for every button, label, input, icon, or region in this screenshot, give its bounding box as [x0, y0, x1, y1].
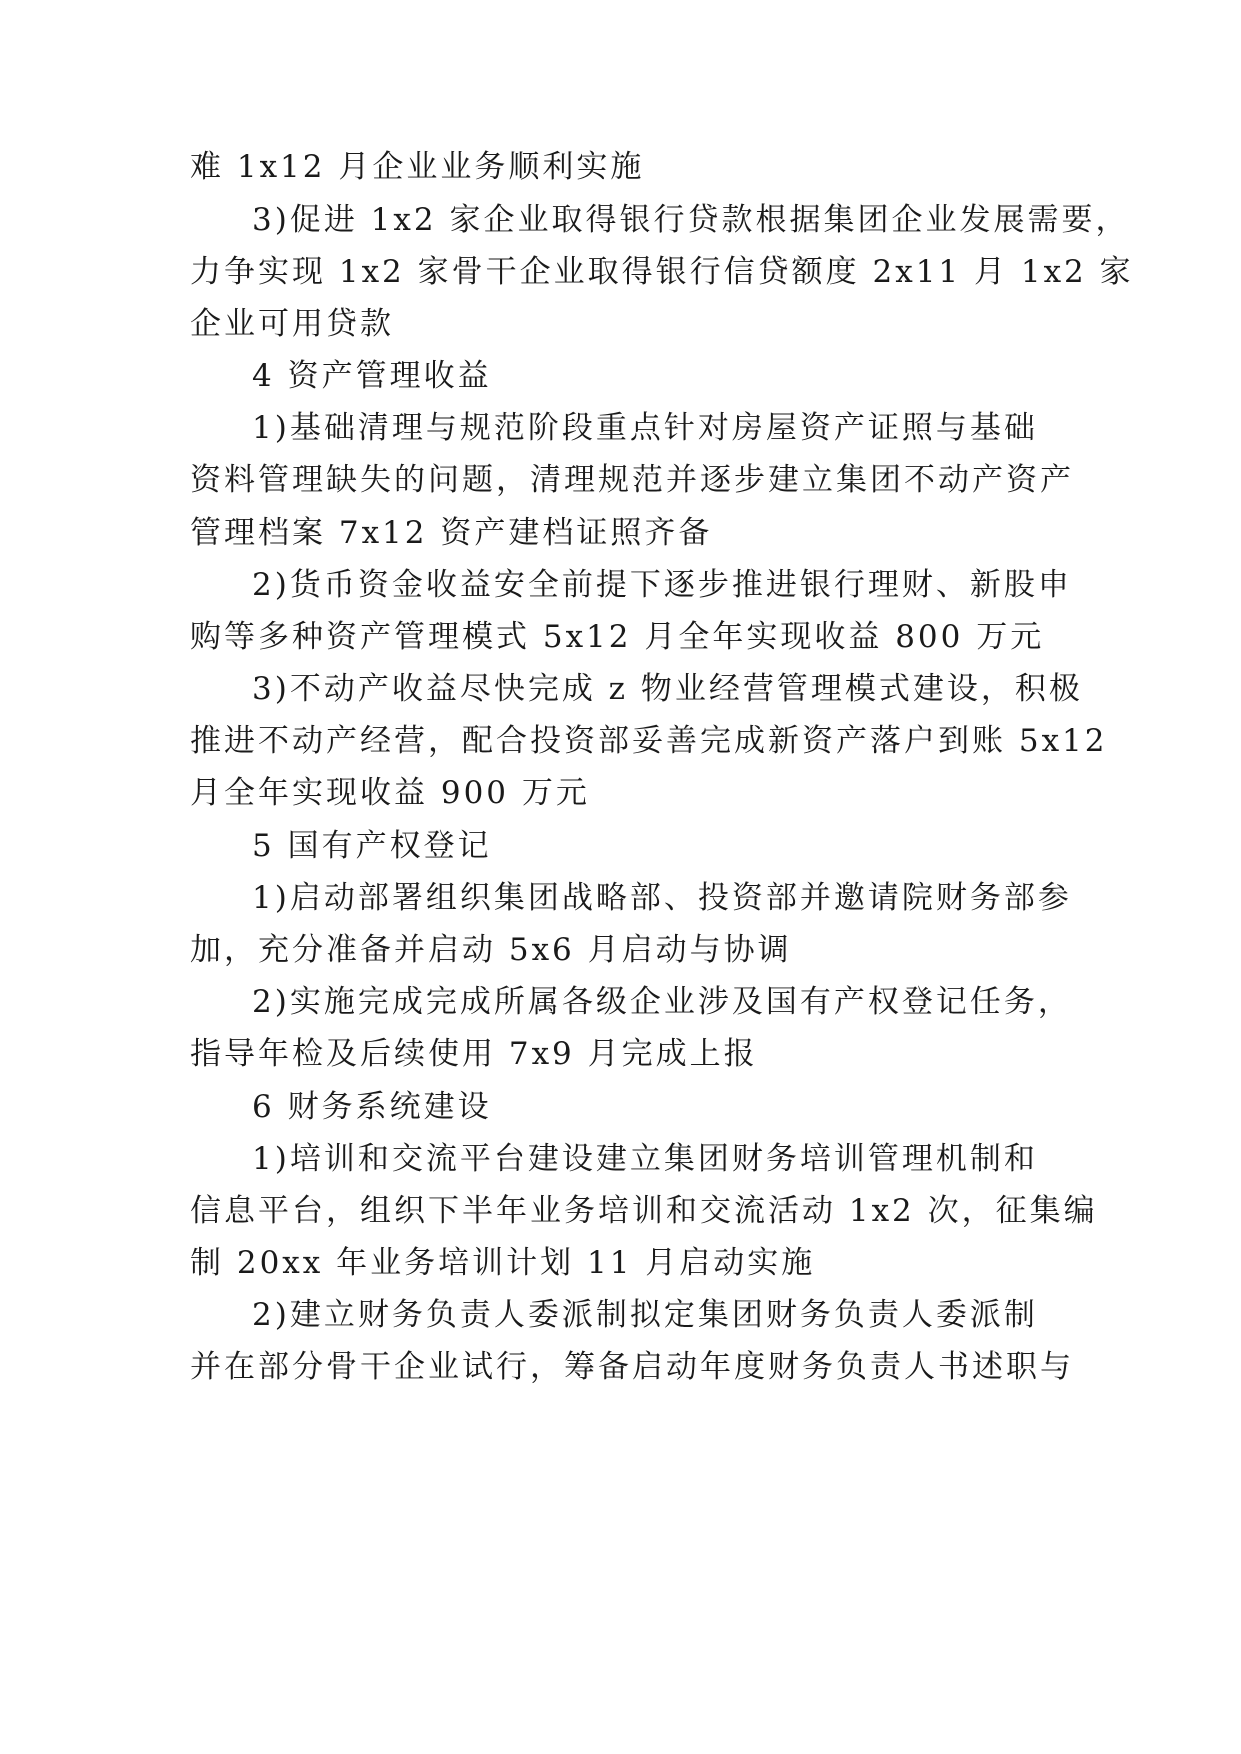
text-line: 并在部分骨干企业试行，筹备启动年度财务负责人书述职与: [190, 1349, 1074, 1385]
text-line: 制 20xx 年业务培训计划 11 月启动实施: [190, 1245, 816, 1281]
section-heading: 6 财务系统建设: [252, 1089, 492, 1125]
text-line: 指导年检及后续使用 7x9 月完成上报: [190, 1036, 758, 1072]
text-line: 管理档案 7x12 资产建档证照齐备: [190, 515, 713, 551]
text-line: 1)启动部署组织集团战略部、投资部并邀请院财务部参: [252, 880, 1072, 916]
text-line: 推进不动产经营，配合投资部妥善完成新资产落户到账 5x12: [190, 723, 1108, 759]
text-line: 资料管理缺失的问题，清理规范并逐步建立集团不动产资产: [190, 462, 1074, 498]
text-line: 力争实现 1x2 家骨干企业取得银行信贷额度 2x11 月 1x2 家: [190, 254, 1134, 290]
section-heading: 5 国有产权登记: [252, 828, 492, 864]
text-line: 3)促进 1x2 家企业取得银行贷款根据集团企业发展需要，: [252, 202, 1130, 238]
text-line: 难 1x12 月企业业务顺利实施: [190, 149, 645, 185]
text-line: 2)实施完成完成所属各级企业涉及国有产权登记任务，: [252, 984, 1072, 1020]
text-line: 1)基础清理与规范阶段重点针对房屋资产证照与基础: [252, 410, 1038, 446]
text-line: 3)不动产收益尽快完成 z 物业经营管理模式建设，积极: [252, 671, 1083, 707]
text-line: 2)建立财务负责人委派制拟定集团财务负责人委派制: [252, 1297, 1038, 1333]
section-heading: 4 资产管理收益: [252, 358, 492, 394]
text-line: 加，充分准备并启动 5x6 月启动与协调: [190, 932, 792, 968]
text-line: 月全年实现收益 900 万元: [190, 775, 590, 811]
text-line: 信息平台，组织下半年业务培训和交流活动 1x2 次，征集编: [190, 1193, 1098, 1229]
text-line: 2)货币资金收益安全前提下逐步推进银行理财、新股申: [252, 567, 1072, 603]
text-line: 1)培训和交流平台建设建立集团财务培训管理机制和: [252, 1141, 1038, 1177]
text-line: 企业可用贷款: [190, 306, 394, 342]
text-line: 购等多种资产管理模式 5x12 月全年实现收益 800 万元: [190, 619, 1045, 655]
